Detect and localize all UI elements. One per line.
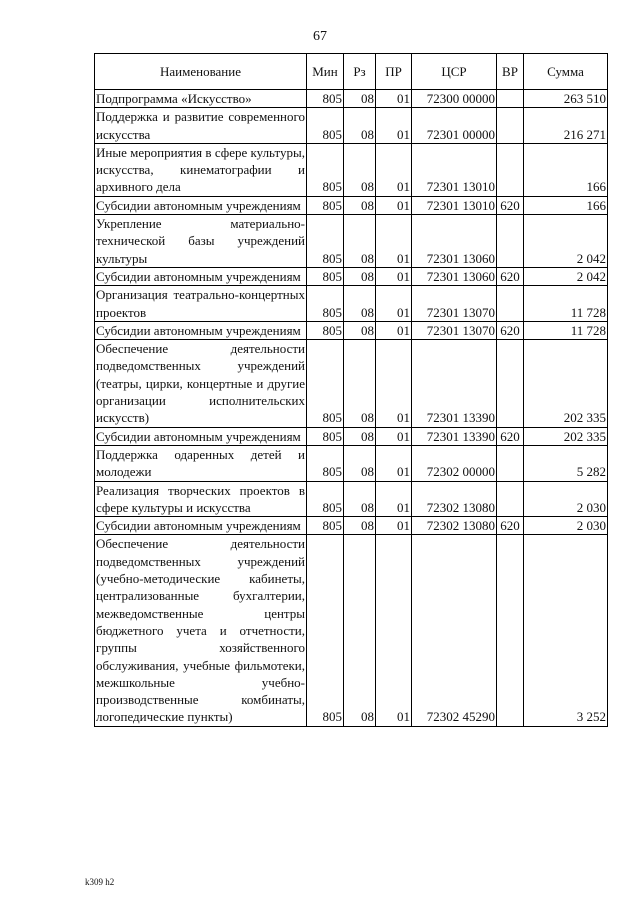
row-csr: 72301 13010 bbox=[412, 143, 497, 196]
row-csr: 72301 13070 bbox=[412, 321, 497, 339]
header-min: Мин bbox=[307, 54, 344, 90]
row-vr bbox=[497, 481, 524, 517]
row-name: Иные мероприятия в сфере культуры, искусства, кинематографии и архивного дела bbox=[96, 144, 305, 195]
row-csr: 72302 00000 bbox=[412, 445, 497, 481]
row-sum: 3 252 bbox=[524, 535, 608, 726]
row-sum: 166 bbox=[524, 143, 608, 196]
row-vr bbox=[497, 108, 524, 144]
row-min: 805 bbox=[307, 535, 344, 726]
row-name: Подпрограмма «Искусство» bbox=[95, 90, 307, 108]
row-pr: 01 bbox=[376, 445, 412, 481]
row-vr: 620 bbox=[497, 321, 524, 339]
row-rz: 08 bbox=[344, 427, 376, 445]
table-row bbox=[95, 215, 608, 268]
row-name: Поддержка одаренных детей и молодежи bbox=[96, 446, 305, 480]
row-rz: 08 bbox=[344, 267, 376, 285]
table-row bbox=[95, 90, 608, 108]
row-min: 805 bbox=[307, 108, 344, 144]
row-pr: 01 bbox=[376, 108, 412, 144]
header-csr: ЦСР bbox=[412, 54, 497, 90]
row-pr: 01 bbox=[376, 481, 412, 517]
header-pr: ПР bbox=[376, 54, 412, 90]
header-name: Наименование bbox=[95, 54, 307, 90]
row-pr: 01 bbox=[376, 286, 412, 322]
row-min: 805 bbox=[307, 445, 344, 481]
row-rz: 08 bbox=[344, 143, 376, 196]
table-row bbox=[95, 445, 608, 481]
row-vr bbox=[497, 340, 524, 427]
row-name: Субсидии автономным учреждениям bbox=[95, 196, 307, 214]
row-sum: 2 042 bbox=[524, 267, 608, 285]
row-rz: 08 bbox=[344, 215, 376, 268]
row-pr: 01 bbox=[376, 143, 412, 196]
row-name: Организация театрально-концертных проектов bbox=[96, 287, 305, 320]
row-vr: 620 bbox=[497, 196, 524, 214]
row-csr: 72301 13010 bbox=[412, 196, 497, 214]
row-csr: 72302 13080 bbox=[412, 517, 497, 535]
row-csr: 72300 00000 bbox=[412, 90, 497, 108]
row-rz: 08 bbox=[344, 535, 376, 726]
table-row bbox=[95, 340, 608, 427]
row-sum: 202 335 bbox=[524, 427, 608, 445]
table-row bbox=[95, 481, 608, 517]
footer-code: k309 h2 bbox=[85, 877, 115, 887]
row-min: 805 bbox=[307, 90, 344, 108]
row-vr bbox=[497, 143, 524, 196]
row-pr: 01 bbox=[376, 196, 412, 214]
row-sum: 263 510 bbox=[524, 90, 608, 108]
row-name: Укрепление материально-технической базы учреждений культуры bbox=[96, 216, 305, 266]
row-csr: 72301 13070 bbox=[412, 286, 497, 322]
row-min: 805 bbox=[307, 196, 344, 214]
row-min: 805 bbox=[307, 286, 344, 322]
row-vr bbox=[497, 90, 524, 108]
row-rz: 08 bbox=[344, 286, 376, 322]
row-sum: 5 282 bbox=[524, 445, 608, 481]
row-name: Реализация творческих проектов в сфере культуры и искусства bbox=[96, 482, 305, 515]
row-vr bbox=[497, 445, 524, 481]
row-rz: 08 bbox=[344, 340, 376, 427]
row-csr: 72301 00000 bbox=[412, 108, 497, 144]
row-name: Субсидии автономным учреждениям bbox=[95, 321, 307, 339]
row-sum: 216 271 bbox=[524, 108, 608, 144]
table-row bbox=[95, 143, 608, 196]
table-body bbox=[95, 90, 608, 727]
row-pr: 01 bbox=[376, 90, 412, 108]
row-pr: 01 bbox=[376, 427, 412, 445]
page-number: 67 bbox=[313, 29, 327, 44]
row-min: 805 bbox=[307, 321, 344, 339]
row-min: 805 bbox=[307, 517, 344, 535]
header-rz: Рз bbox=[344, 54, 376, 90]
row-sum: 166 bbox=[524, 196, 608, 214]
row-csr: 72301 13390 bbox=[412, 427, 497, 445]
table-row bbox=[95, 321, 608, 339]
row-name: Субсидии автономным учреждениям bbox=[95, 267, 307, 285]
row-csr: 72301 13060 bbox=[412, 215, 497, 268]
row-pr: 01 bbox=[376, 321, 412, 339]
row-pr: 01 bbox=[376, 267, 412, 285]
header-sum: Сумма bbox=[524, 54, 608, 90]
table-row bbox=[95, 517, 608, 535]
row-rz: 08 bbox=[344, 517, 376, 535]
row-min: 805 bbox=[307, 143, 344, 196]
table-row bbox=[95, 196, 608, 214]
row-csr: 72302 45290 bbox=[412, 535, 497, 726]
row-min: 805 bbox=[307, 481, 344, 517]
row-min: 805 bbox=[307, 215, 344, 268]
row-vr bbox=[497, 535, 524, 726]
table-row bbox=[95, 427, 608, 445]
row-sum: 11 728 bbox=[524, 321, 608, 339]
row-sum: 2 030 bbox=[524, 517, 608, 535]
row-rz: 08 bbox=[344, 90, 376, 108]
table-row bbox=[95, 267, 608, 285]
row-csr: 72302 13080 bbox=[412, 481, 497, 517]
row-name: Субсидии автономным учреждениям bbox=[95, 517, 307, 535]
row-rz: 08 bbox=[344, 445, 376, 481]
table-header-row bbox=[95, 54, 608, 90]
row-sum: 202 335 bbox=[524, 340, 608, 427]
header-vr: ВР bbox=[497, 54, 524, 90]
row-vr: 620 bbox=[497, 517, 524, 535]
table-row bbox=[95, 535, 608, 726]
row-name: Обеспечение деятельности подведомственных учреждений (учебно-методические кабинеты, централизованные бухгалтерии, межведомственные центры бюджетного учета и отчетности, группы хозяйственного обслуживания, учебные фильмотеки, межшкольные учебно-производственные комбинаты, логопедические пункты) bbox=[96, 536, 305, 725]
row-rz: 08 bbox=[344, 481, 376, 517]
table-row bbox=[95, 286, 608, 322]
row-vr: 620 bbox=[497, 427, 524, 445]
row-name: Поддержка и развитие современного искусства bbox=[96, 109, 305, 142]
row-sum: 2 042 bbox=[524, 215, 608, 268]
row-sum: 11 728 bbox=[524, 286, 608, 322]
row-name: Субсидии автономным учреждениям bbox=[95, 427, 307, 445]
row-pr: 01 bbox=[376, 535, 412, 726]
row-vr: 620 bbox=[497, 267, 524, 285]
row-pr: 01 bbox=[376, 517, 412, 535]
row-rz: 08 bbox=[344, 321, 376, 339]
row-vr bbox=[497, 286, 524, 322]
row-vr bbox=[497, 215, 524, 268]
row-name: Обеспечение деятельности подведомственных учреждений (театры, цирки, концертные и другие организации исполнительских искусств) bbox=[96, 341, 305, 426]
row-pr: 01 bbox=[376, 340, 412, 427]
row-min: 805 bbox=[307, 340, 344, 427]
row-csr: 72301 13390 bbox=[412, 340, 497, 427]
row-pr: 01 bbox=[376, 215, 412, 268]
row-min: 805 bbox=[307, 427, 344, 445]
table-row bbox=[95, 108, 608, 144]
row-min: 805 bbox=[307, 267, 344, 285]
row-rz: 08 bbox=[344, 196, 376, 214]
row-sum: 2 030 bbox=[524, 481, 608, 517]
row-csr: 72301 13060 bbox=[412, 267, 497, 285]
row-rz: 08 bbox=[344, 108, 376, 144]
budget-table bbox=[94, 53, 608, 727]
